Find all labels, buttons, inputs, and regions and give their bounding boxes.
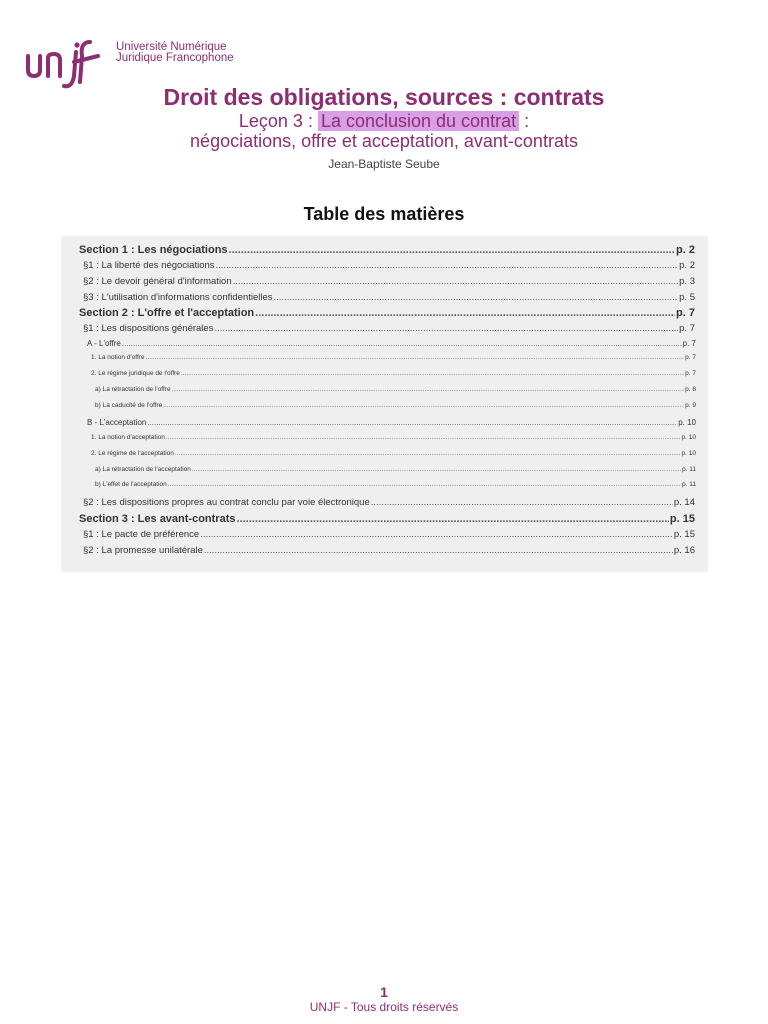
- toc-title: Table des matières: [303, 204, 465, 224]
- toc-entry-label: §1 : Le pacte de préférence: [83, 529, 200, 540]
- toc-entry-page: p. 11: [682, 481, 696, 488]
- toc-entry-page: p. 2: [679, 260, 695, 271]
- toc-entry-page: p. 5: [679, 292, 695, 303]
- toc-leader-dots: [255, 307, 675, 319]
- toc-entry[interactable]: [95, 386, 696, 393]
- toc-entry-label: 2. Le régime juridique de l'offre: [91, 370, 180, 377]
- toc-leader-dots: [181, 370, 684, 377]
- lesson-prefix: Leçon 3 :: [238, 111, 318, 131]
- toc-entry-label: Section 1 : Les négociations: [79, 244, 228, 256]
- toc-leader-dots: [146, 354, 685, 361]
- table-of-contents: [61, 236, 708, 572]
- toc-entry[interactable]: [83, 323, 695, 334]
- toc-entry-page: p. 11: [682, 466, 696, 473]
- lesson-highlight: La conclusion du contrat: [318, 111, 519, 131]
- toc-entry-label: §3 : L'utilisation d'informations confidentielles: [83, 292, 273, 303]
- toc-entry-page: p. 16: [673, 545, 695, 556]
- toc-entry-label: b) L'effet de l'acceptation: [95, 481, 167, 488]
- logo-line-1: Université Numérique: [116, 41, 227, 53]
- toc-entry[interactable]: [83, 260, 695, 271]
- toc-section-entry[interactable]: [79, 513, 695, 525]
- toc-leader-dots: [371, 497, 673, 508]
- lesson-subtitle: négociations, offre et acceptation, avant-contrats: [190, 131, 578, 151]
- toc-entry[interactable]: [83, 276, 695, 287]
- toc-entry-label: a) La rétractation de l'acceptation: [95, 466, 191, 473]
- toc-entry-page: p. 2: [676, 244, 695, 256]
- toc-entry[interactable]: [95, 481, 696, 488]
- toc-entry-label: b) La caducité de l'offre: [95, 402, 163, 409]
- toc-entry-page: p. 7: [685, 370, 696, 377]
- toc-leader-dots: [163, 402, 684, 409]
- toc-leader-dots: [229, 244, 676, 256]
- toc-entry[interactable]: [91, 434, 696, 441]
- lesson-heading: [0, 110, 768, 132]
- toc-entry-page: p. 7: [685, 354, 696, 361]
- toc-entry-label: §2 : Les dispositions propres au contrat conclu par voie électronique: [83, 497, 370, 508]
- lesson-suffix: :: [519, 111, 530, 131]
- toc-entry[interactable]: [95, 402, 696, 409]
- author: Jean-Baptiste Seube: [328, 157, 440, 171]
- toc-entry-page: p. 9: [685, 402, 696, 409]
- toc-leader-dots: [274, 292, 679, 303]
- toc-entry-label: B - L'acceptation: [87, 418, 147, 427]
- toc-entry-label: 1. La notion d'acceptation: [91, 434, 165, 441]
- toc-leader-dots: [175, 450, 681, 457]
- footer-copyright: UNJF - Tous droits réservés: [309, 1000, 459, 1014]
- toc-leader-dots: [192, 466, 681, 473]
- toc-entry-label: §1 : Les dispositions générales: [83, 323, 214, 334]
- toc-leader-dots: [200, 529, 673, 540]
- toc-leader-dots: [166, 434, 681, 441]
- toc-entry[interactable]: [91, 354, 696, 361]
- logo-line-2: Juridique Francophone: [116, 52, 234, 64]
- toc-entry-page: p. 15: [669, 513, 695, 525]
- toc-entry[interactable]: [87, 418, 696, 427]
- toc-entry-page: p. 14: [673, 497, 695, 508]
- toc-entry-label: §2 : La promesse unilatérale: [83, 545, 203, 556]
- toc-entry-label: Section 2 : L'offre et l'acceptation: [79, 307, 255, 319]
- toc-entry-page: p. 10: [681, 434, 696, 441]
- toc-entry-page: p. 10: [681, 450, 696, 457]
- toc-leader-dots: [216, 260, 679, 271]
- toc-section-entry[interactable]: [79, 307, 695, 319]
- toc-entry[interactable]: [91, 450, 696, 457]
- toc-entry-page: p. 7: [679, 323, 695, 334]
- toc-leader-dots: [122, 339, 682, 348]
- toc-leader-dots: [168, 481, 681, 488]
- toc-entry-page: p. 15: [673, 529, 695, 540]
- toc-entry[interactable]: [83, 292, 695, 303]
- toc-entry-label: A - L'offre: [87, 339, 121, 348]
- toc-entry[interactable]: [83, 529, 695, 540]
- toc-entry-page: p. 7: [682, 339, 696, 348]
- toc-entry-label: a) La rétractation de l'offre: [95, 386, 171, 393]
- toc-entry[interactable]: [91, 370, 696, 377]
- toc-leader-dots: [214, 323, 678, 334]
- toc-leader-dots: [233, 276, 679, 287]
- toc-entry-page: p. 10: [678, 418, 696, 427]
- toc-entry[interactable]: [83, 497, 695, 508]
- toc-entry-page: p. 7: [676, 307, 695, 319]
- toc-entry-label: Section 3 : Les avant-contrats: [79, 513, 236, 525]
- toc-entry-page: p. 8: [685, 386, 696, 393]
- page-number: 1: [380, 984, 388, 1000]
- toc-leader-dots: [204, 545, 673, 556]
- toc-entry[interactable]: [87, 339, 696, 348]
- toc-leader-dots: [172, 386, 685, 393]
- toc-entry-label: §1 : La liberté des négociations: [83, 260, 215, 271]
- toc-entry-label: 2. Le régime de l'acceptation: [91, 450, 174, 457]
- toc-entry-label: §2 : Le devoir général d'information: [83, 276, 232, 287]
- toc-leader-dots: [147, 418, 677, 427]
- document-title: Droit des obligations, sources : contrats: [163, 84, 605, 110]
- toc-entry-label: 1. La notion d'offre: [91, 354, 145, 361]
- toc-leader-dots: [237, 513, 669, 525]
- toc-entry[interactable]: [83, 545, 695, 556]
- toc-entry-page: p. 3: [679, 276, 695, 287]
- toc-entry[interactable]: [95, 466, 696, 473]
- toc-section-entry[interactable]: [79, 244, 695, 256]
